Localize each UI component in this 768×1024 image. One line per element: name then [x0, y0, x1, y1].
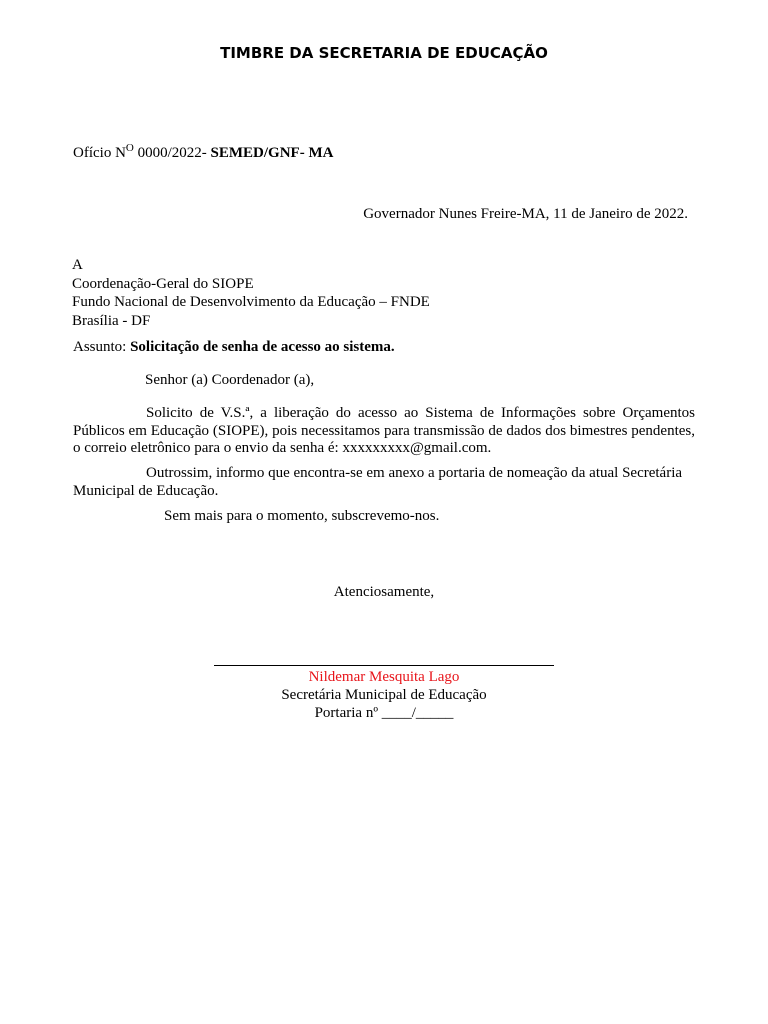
- oficio-superscript: O: [125, 142, 134, 154]
- letterhead-title: TIMBRE DA SECRETARIA DE EDUCAÇÃO: [220, 44, 548, 62]
- signature-title: Secretária Municipal de Educação: [281, 687, 487, 703]
- body-paragraph-attachment: Outrossim, informo que encontra-se em anexo a portaria de nomeação da atual Secretária Municipal de Educação.: [73, 465, 683, 499]
- signature-line: [214, 665, 554, 666]
- signature-portaria: Portaria nº ____/_____: [314, 705, 454, 721]
- oficio-number-value: 0000/2022: [133, 145, 202, 161]
- recipient-line: Brasília - DF: [72, 312, 151, 329]
- signature-block: [214, 668, 554, 722]
- recipient-line: Coordenação-Geral do SIOPE: [72, 275, 254, 292]
- salutation: Senhor (a) Coordenador (a),: [145, 372, 315, 388]
- oficio-number: [73, 142, 333, 162]
- closing-regards: Atenciosamente,: [333, 584, 435, 600]
- subject-line: [73, 339, 395, 356]
- signature-name: Nildemar Mesquita Lago: [308, 669, 460, 685]
- closing-line: Sem mais para o momento, subscrevemo-nos.: [164, 508, 440, 524]
- recipient-block: [72, 256, 430, 330]
- recipient-line: Fundo Nacional de Desenvolvimento da Educação – FNDE: [72, 294, 430, 310]
- recipient-line: A: [72, 257, 83, 273]
- date-line: Governador Nunes Freire-MA, 11 de Janeiro de 2022.: [363, 206, 688, 222]
- subject-label: Assunto:: [73, 339, 131, 355]
- body-paragraph-request: Solicito de V.S.ª, a liberação do acesso ao Sistema de Informações sobre Orçamentos Públicos em Educação (SIOPE), pois necessitamos para transmissão de dados dos bimestres pendentes, o correio eletrônico para o envio da senha é: xxxxxxxxx@gmail.com.: [73, 405, 695, 456]
- oficio-code: SEMED/GNF- MA: [210, 145, 334, 161]
- oficio-prefix: Ofício N: [73, 145, 126, 161]
- subject-text: Solicitação de senha de acesso ao sistema.: [130, 339, 395, 355]
- oficio-separator: -: [201, 145, 211, 161]
